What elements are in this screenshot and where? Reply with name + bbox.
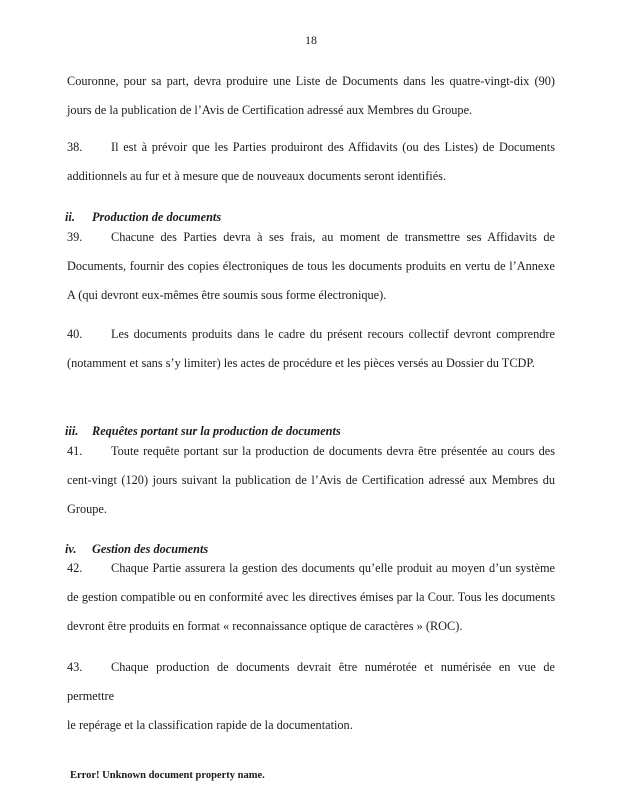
text-line-content: Chaque production de documents devrait être numérotée et numérisée en vue de permettre [67, 660, 555, 703]
page-number: 18 [305, 33, 317, 47]
text-line-content: Chacune des Parties devra à ses frais, au moment de transmettre ses Affidavits de [111, 230, 555, 244]
paragraph-number: 41. [67, 444, 83, 458]
heading-text: Requêtes portant sur la production de documents [92, 424, 341, 438]
text-line-content: Toute requête portant sur la production de documents devra être présentée au cours des [111, 444, 555, 458]
text-line [67, 554, 555, 583]
text-line-content: Chaque Partie assurera la gestion des documents qu’elle produit au moyen d’un système [111, 561, 555, 575]
text-line [67, 320, 555, 349]
paragraph-43 [67, 653, 555, 740]
paragraph-number: 42. [67, 561, 83, 575]
text-line: A (qui devront eux-mêmes être soumis sous forme électronique). [67, 288, 387, 302]
text-line: additionnels au fur et à mesure que de nouveaux documents seront identifiés. [67, 169, 447, 183]
text-line-content: Les documents produits dans le cadre du présent recours collectif devront comprendre [111, 327, 555, 341]
paragraph-38 [67, 133, 555, 191]
text-line: (notamment et sans s’y limiter) les actes de procédure et les pièces versés au Dossier du TCDP. [67, 356, 535, 370]
text-line [67, 437, 555, 466]
heading-number: iii. [65, 424, 79, 438]
text-line: devront être produits en format « reconnaissance optique de caractères » (ROC). [67, 619, 463, 633]
text-line: Documents, fournir des copies électroniques de tous les documents produits en vertu de l’Annexe [67, 259, 555, 273]
paragraph-41 [67, 437, 555, 524]
text-line: de gestion compatible ou en conformité avec les directives émises par la Cour. Tous les documents [67, 590, 555, 604]
footer-error-text: Error! Unknown document property name. [70, 770, 265, 781]
text-line: jours de la publication de l’Avis de Certification adressé aux Membres du Groupe. [67, 103, 473, 117]
heading-text: Gestion des documents [92, 542, 209, 556]
paragraph-intro-continuation [67, 67, 555, 125]
heading-text: Production de documents [92, 210, 222, 224]
paragraph-42 [67, 554, 555, 641]
heading-number: iv. [65, 542, 77, 556]
text-line: le repérage et la classification rapide de la documentation. [67, 718, 353, 732]
text-line: Couronne, pour sa part, devra produire une Liste de Documents dans les quatre-vingt-dix (90) [67, 74, 555, 88]
text-line [67, 223, 555, 252]
paragraph-40 [67, 320, 555, 378]
text-line-content: Il est à prévoir que les Parties produiront des Affidavits (ou des Listes) de Documents [111, 140, 555, 154]
text-line: Groupe. [67, 502, 107, 516]
text-line: cent-vingt (120) jours suivant la publication de l’Avis de Certification adressé aux Membres du [67, 473, 555, 487]
heading-number: ii. [65, 210, 75, 224]
paragraph-39 [67, 223, 555, 310]
text-line [67, 653, 555, 711]
paragraph-number: 40. [67, 327, 83, 341]
paragraph-number: 43. [67, 660, 83, 674]
paragraph-number: 38. [67, 140, 83, 154]
paragraph-number: 39. [67, 230, 83, 244]
text-line [67, 133, 555, 162]
